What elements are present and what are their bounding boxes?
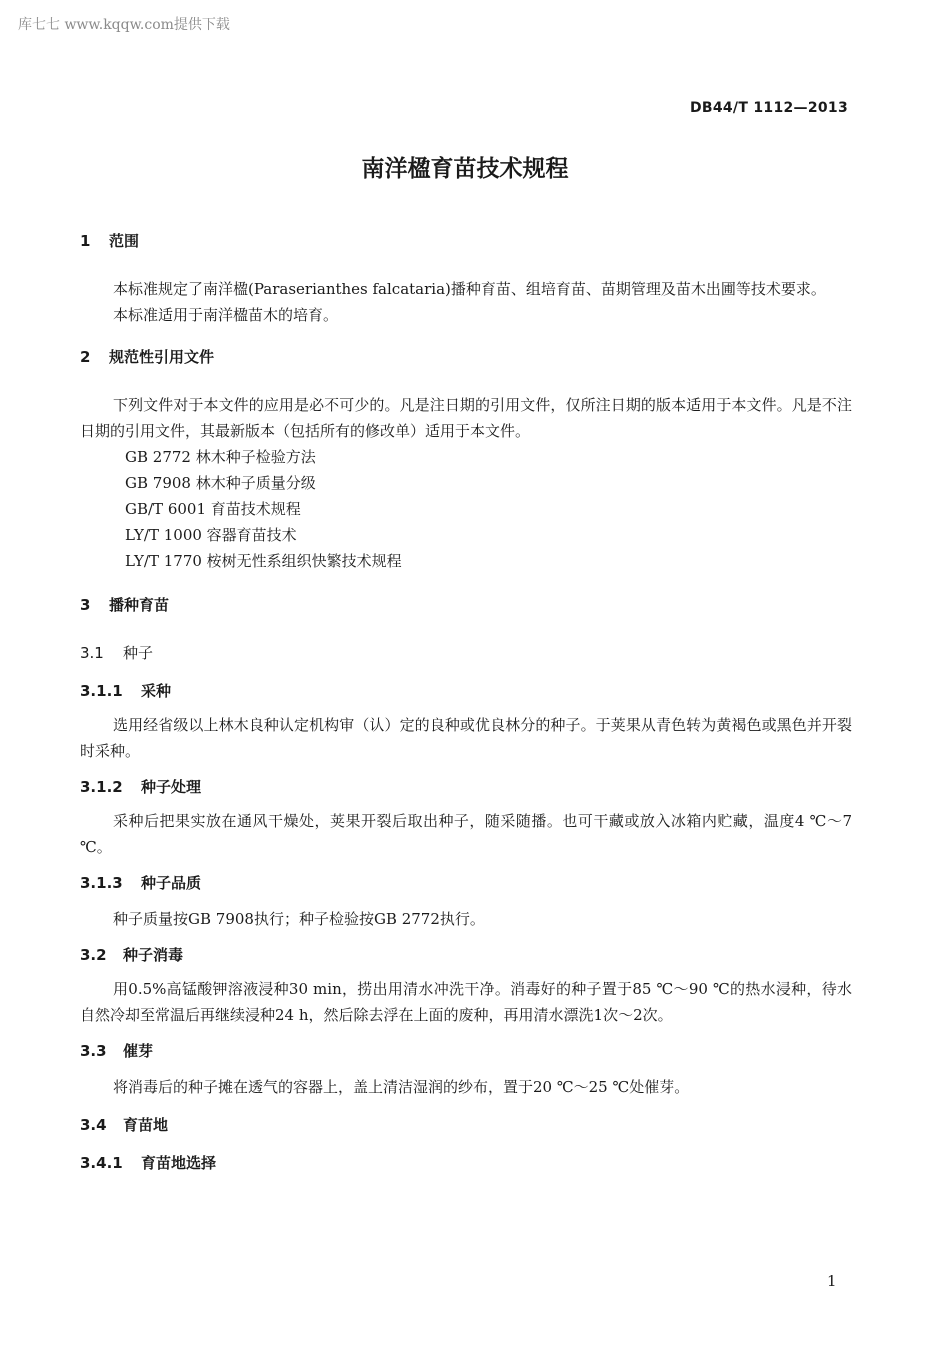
section-number: 3.4	[80, 1116, 107, 1134]
heading-1	[80, 228, 852, 254]
section-number: 3.1	[80, 644, 104, 662]
section-number: 1	[80, 232, 91, 250]
heading-3-3	[80, 1038, 852, 1064]
reference-item: GB 2772 林木种子检验方法	[125, 448, 316, 466]
section-number: 2	[80, 348, 91, 366]
document-number: DB44/T 1112—2013	[689, 100, 848, 116]
section-title: 种子消毒	[123, 946, 184, 964]
section-number: 3	[80, 596, 91, 614]
paragraph: 下列文件对于本文件的应用是必不可少的。凡是注日期的引用文件，仅所注日期的版本适用于本文件。凡是不注日期的引用文件，其最新版本（包括所有的修改单）适用于本文件。	[80, 396, 852, 440]
heading-2	[80, 344, 852, 370]
page-number: 1	[827, 1272, 837, 1290]
heading-3-1-1	[80, 678, 852, 704]
heading-3-4-1	[80, 1150, 852, 1176]
heading-3-4	[80, 1112, 852, 1138]
paragraph: 用0.5%高锰酸钾溶液浸种30 min，捞出用清水冲洗干净。消毒好的种子置于85 ℃～90 ℃的热水浸种，待水自然冷却至常温后再继续浸种24 h，然后除去浮在上面的废种，再用清水漂洗1次～2次。	[80, 980, 852, 1024]
section-title: 采种	[141, 682, 172, 700]
document-body	[80, 228, 852, 1176]
section-number: 3.1.2	[80, 778, 123, 796]
reference-item: LY/T 1770 桉树无性系组织快繁技术规程	[125, 552, 402, 570]
watermark: 库七七 www.kqqw.com提供下载	[18, 17, 230, 33]
reference-item: GB 7908 林木种子质量分级	[125, 474, 316, 492]
section-number: 3.1.3	[80, 874, 123, 892]
paragraph: 本标准规定了南洋楹(Paraserianthes falcataria)播种育苗、组培育苗、苗期管理及苗木出圃等技术要求。	[113, 280, 826, 298]
section-title: 规范性引用文件	[109, 348, 215, 366]
section-title: 种子品质	[141, 874, 202, 892]
page-title: 南洋楹育苗技术规程	[361, 156, 569, 182]
heading-3-1	[80, 640, 852, 666]
heading-3-1-3	[80, 870, 852, 896]
paragraph: 选用经省级以上林木良种认定机构审（认）定的良种或优良林分的种子。于荚果从青色转为黄褐色或黑色并开裂时采种。	[80, 716, 852, 760]
paragraph: 种子质量按GB 7908执行；种子检验按GB 2772执行。	[113, 910, 485, 928]
paragraph: 采种后把果实放在通风干燥处，荚果开裂后取出种子，随采随播。也可干藏或放入冰箱内贮藏，温度4 ℃～7 ℃。	[80, 812, 852, 856]
section-number: 3.3	[80, 1042, 107, 1060]
section-title: 种子	[123, 644, 154, 662]
paragraph: 将消毒后的种子摊在透气的容器上，盖上清洁湿润的纱布，置于20 ℃～25 ℃处催芽。	[113, 1078, 690, 1096]
section-number: 3.4.1	[80, 1154, 123, 1172]
reference-item: GB/T 6001 育苗技术规程	[125, 500, 301, 518]
section-title: 催芽	[123, 1042, 154, 1060]
section-number: 3.1.1	[80, 682, 123, 700]
paragraph: 本标准适用于南洋楹苗木的培育。	[113, 306, 339, 324]
reference-item: LY/T 1000 容器育苗技术	[125, 526, 297, 544]
heading-3	[80, 592, 852, 618]
section-title: 种子处理	[141, 778, 202, 796]
section-title: 范围	[109, 232, 140, 250]
heading-3-2	[80, 942, 852, 968]
section-number: 3.2	[80, 946, 107, 964]
heading-3-1-2	[80, 774, 852, 800]
section-title: 育苗地	[123, 1116, 169, 1134]
section-title: 育苗地选择	[141, 1154, 217, 1172]
section-title: 播种育苗	[109, 596, 170, 614]
